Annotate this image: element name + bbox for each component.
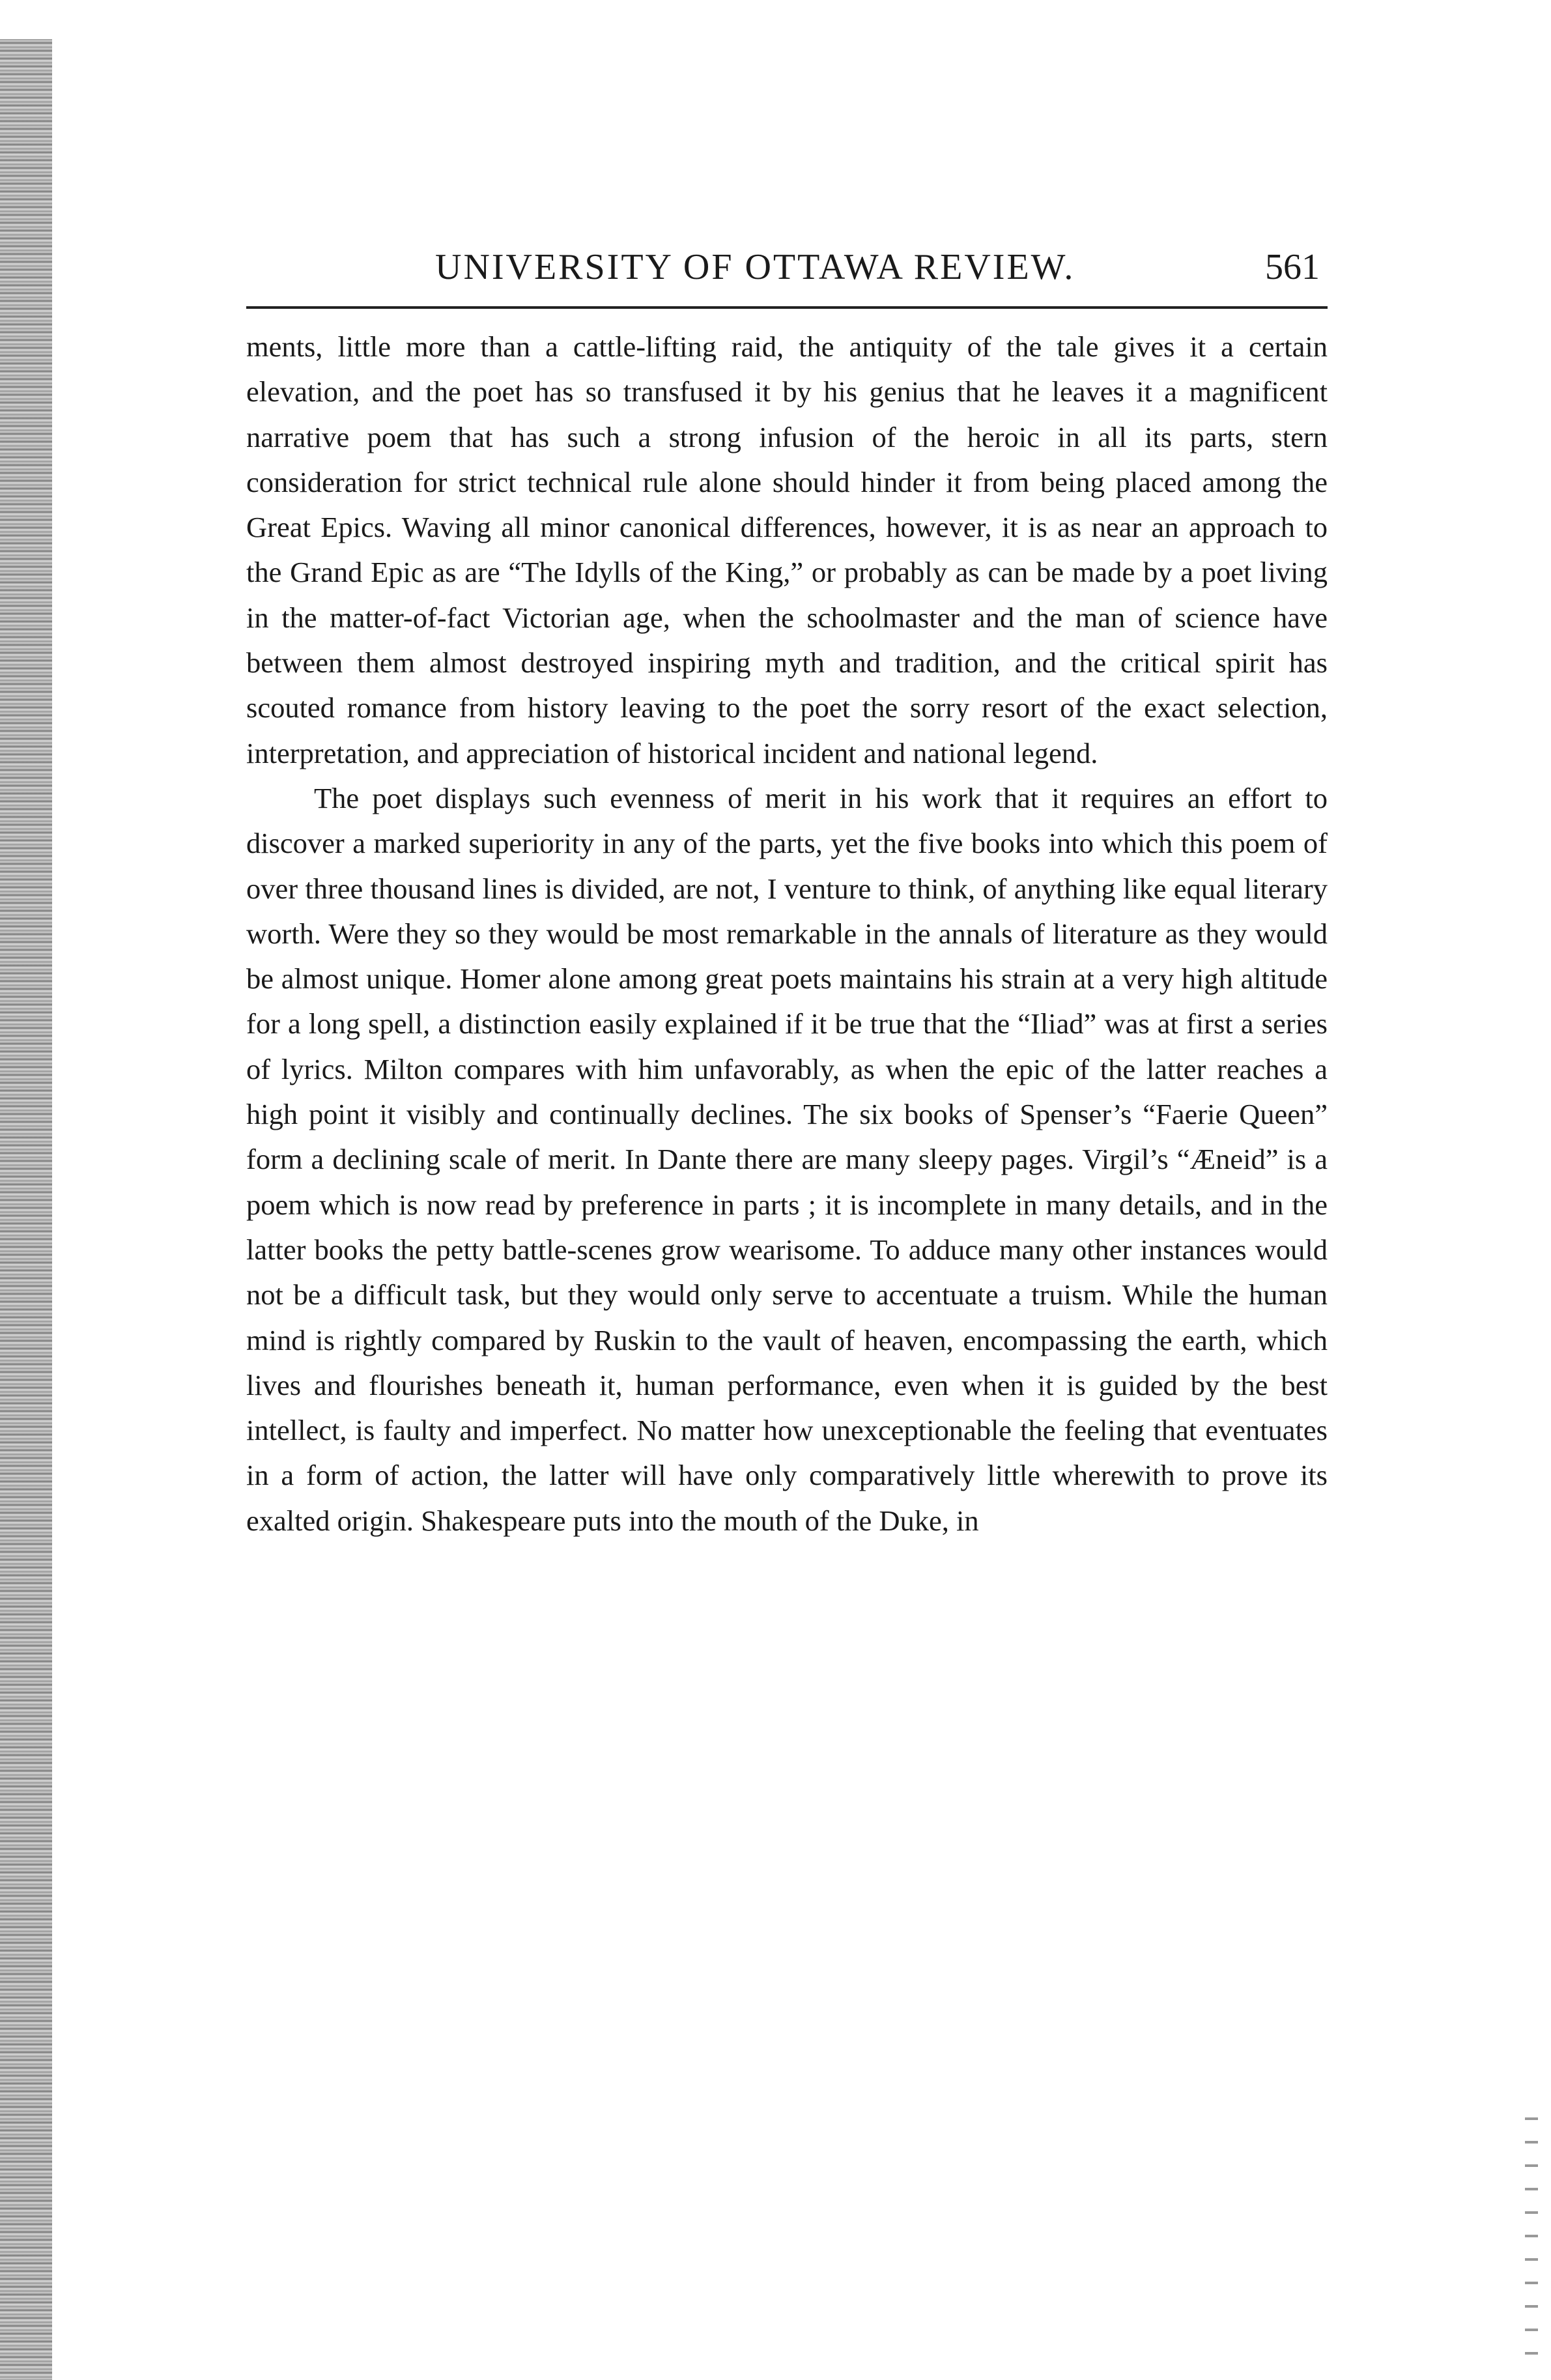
- paragraph: ments, little more than a cattle-lifting raid, the antiquity of the tale gives it a certain elevation, and the poet has so transfused it by his genius that he leaves it a magnificent narrative poem that has such a strong infusion of the heroic in all its parts, stern consideration for strict technical rule alone should hinder it from being placed among the Great Epics. Waving all minor canonical differences, however, it is as near an approach to the Grand Epic as are “The Idylls of the King,” or probably as can be made by a poet living in the matter-of-fact Victorian age, when the schoolmaster and the man of science have between them almost destroyed inspiring myth and tradition, and the critical spirit has scouted romance from history leaving to the poet the sorry resort of the exact selection, interpretation, and appreciation of historical incident and national legend.: [246, 330, 1328, 769]
- running-title: UNIVERSITY OF OTTAWA REVIEW.: [435, 247, 1075, 287]
- body-text: [246, 324, 1328, 1543]
- scanned-binding-edge: [0, 39, 52, 2380]
- page-number: 561: [1265, 247, 1320, 287]
- header-rule: [246, 306, 1328, 309]
- running-head: [246, 235, 1328, 306]
- scan-margin-marks: [1525, 2117, 1538, 2365]
- page: [246, 235, 1328, 1543]
- paragraph: The poet displays such evenness of merit in his work that it requires an effort to discover a marked superiority in any of the parts, yet the five books into which this poem of over three thousand lines is divided, are not, I venture to think, of anything like equal literary worth. Were they so they would be most remarkable in the annals of literature as they would be almost unique. Homer alone among great poets maintains his strain at a very high altitude for a long spell, a distinction easily explained if it be true that the “Iliad” was at first a series of lyrics. Milton compares with him unfavorably, as when the epic of the latter reaches a high point it visibly and continually declines. The six books of Spenser’s “Faerie Queen” form a declining scale of merit. In Dante there are many sleepy pages. Virgil’s “Æneid” is a poem which is now read by preference in parts ; it is incomplete in many details, and in the latter books the petty battle-scenes grow wearisome. To adduce many other instances would not be a difficult task, but they would only serve to accentuate a truism. While the human mind is rightly compared by Ruskin to the vault of heaven, encompassing the earth, which lives and flourishes beneath it, human performance, even when it is guided by the best intellect, is faulty and imperfect. No matter how unexceptionable the feeling that eventuates in a form of action, the latter will have only comparatively little wherewith to prove its exalted origin. Shakespeare puts into the mouth of the Duke, in: [246, 781, 1328, 1537]
